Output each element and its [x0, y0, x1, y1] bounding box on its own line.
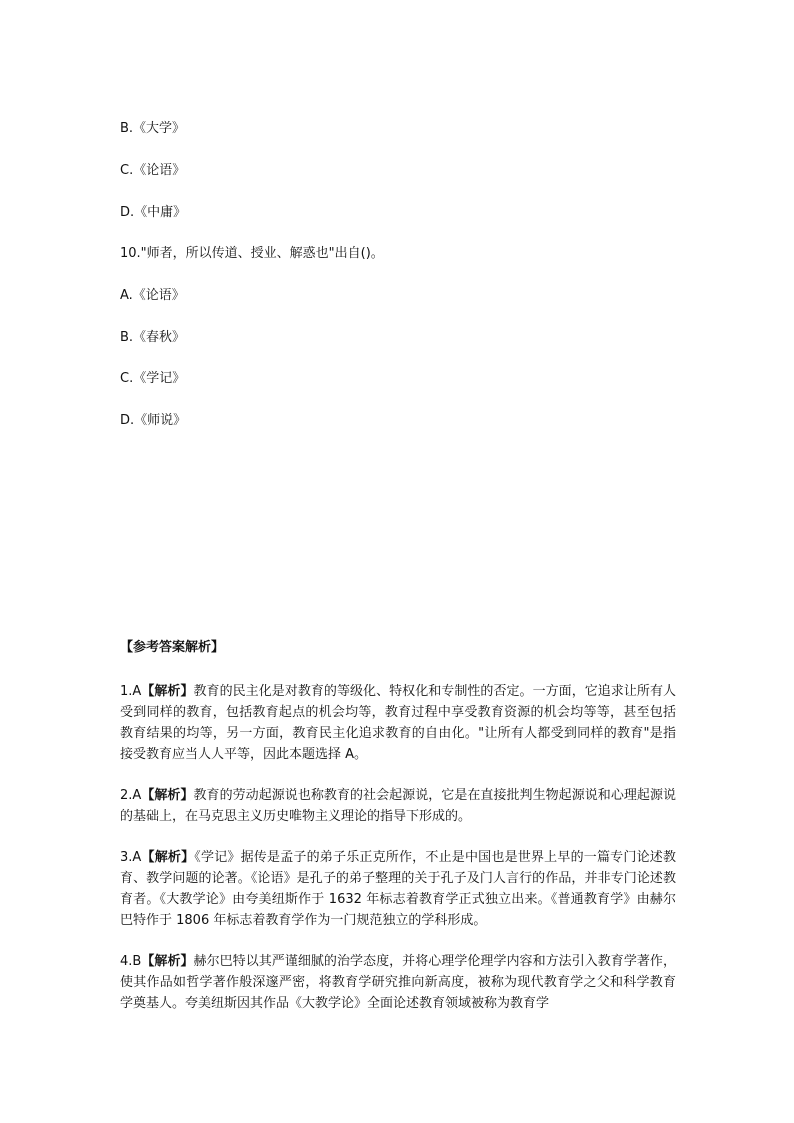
- q10-option-b: B.《春秋》: [120, 330, 186, 345]
- answer-text: 赫尔巴特以其严谨细腻的治学态度，并将心理学伦理学内容和方法引入教育学著作，使其作品如哲学著作般深邃严密，将教育学研究推向新高度，被称为现代教育学之父和科学教育学奠基人。夸美纽斯因其作品《大教学论》全面论述教育领域被称为教育学: [120, 954, 676, 1011]
- answer-item-3: [120, 847, 676, 931]
- answer-number: 4.B: [120, 954, 142, 969]
- q10-option-c: C.《学记》: [120, 371, 186, 386]
- answer-text: 教育的民主化是对教育的等级化、特权化和专制性的否定。一方面，它追求让所有人受到同样的教育，包括教育起点的机会均等，教育过程中享受教育资源的机会均等等，甚至包括教育结果的均等，另一方面，教育民主化追求教育的自由化。"让所有人都受到同样的教育"是指接受教育应当人人平等，因此本题选择 A。: [120, 684, 676, 762]
- q9-option-b: B.《大学》: [120, 121, 186, 136]
- answer-item-4: [120, 951, 676, 1014]
- answer-text: 教育的劳动起源说也称教育的社会起源说，它是在直接批判生物起源说和心理起源说的基础上，在马克思主义历史唯物主义理论的指导下形成的。: [120, 788, 676, 824]
- analysis-tag: 【解析】: [141, 954, 194, 969]
- q10-stem: 10."师者，所以传道、授业、解惑也"出自()。: [120, 246, 384, 261]
- analysis-tag: 【解析】: [141, 850, 195, 865]
- answer-number: 3.A: [120, 850, 142, 865]
- analysis-tag: 【解析】: [141, 788, 194, 803]
- analysis-tag: 【解析】: [141, 684, 194, 699]
- answers-heading: 【参考答案解析】: [120, 640, 225, 655]
- q10-option-a: A.《论语》: [120, 288, 185, 303]
- q9-option-d: D.《中庸》: [120, 205, 187, 220]
- answer-item-2: [120, 785, 676, 827]
- answer-number: 2.A: [120, 788, 142, 803]
- answer-text: 《学记》据传是孟子的弟子乐正克所作，不止是中国也是世界上早的一篇专门论述教育、教学问题的论著。《论语》是孔子的弟子整理的关于孔子及门人言行的作品，并非专门论述教育者。《大教学论》由夸美纽斯作于 1632 年标志着教育学正式独立出来。《普通教育学》由赫尔巴特作于 1806 年标志着教育学作为一门规范独立的学科形成。: [120, 850, 676, 928]
- q10-option-d: D.《师说》: [120, 413, 187, 428]
- q9-option-c: C.《论语》: [120, 163, 186, 178]
- answer-item-1: [120, 681, 676, 765]
- answer-number: 1.A: [120, 684, 142, 699]
